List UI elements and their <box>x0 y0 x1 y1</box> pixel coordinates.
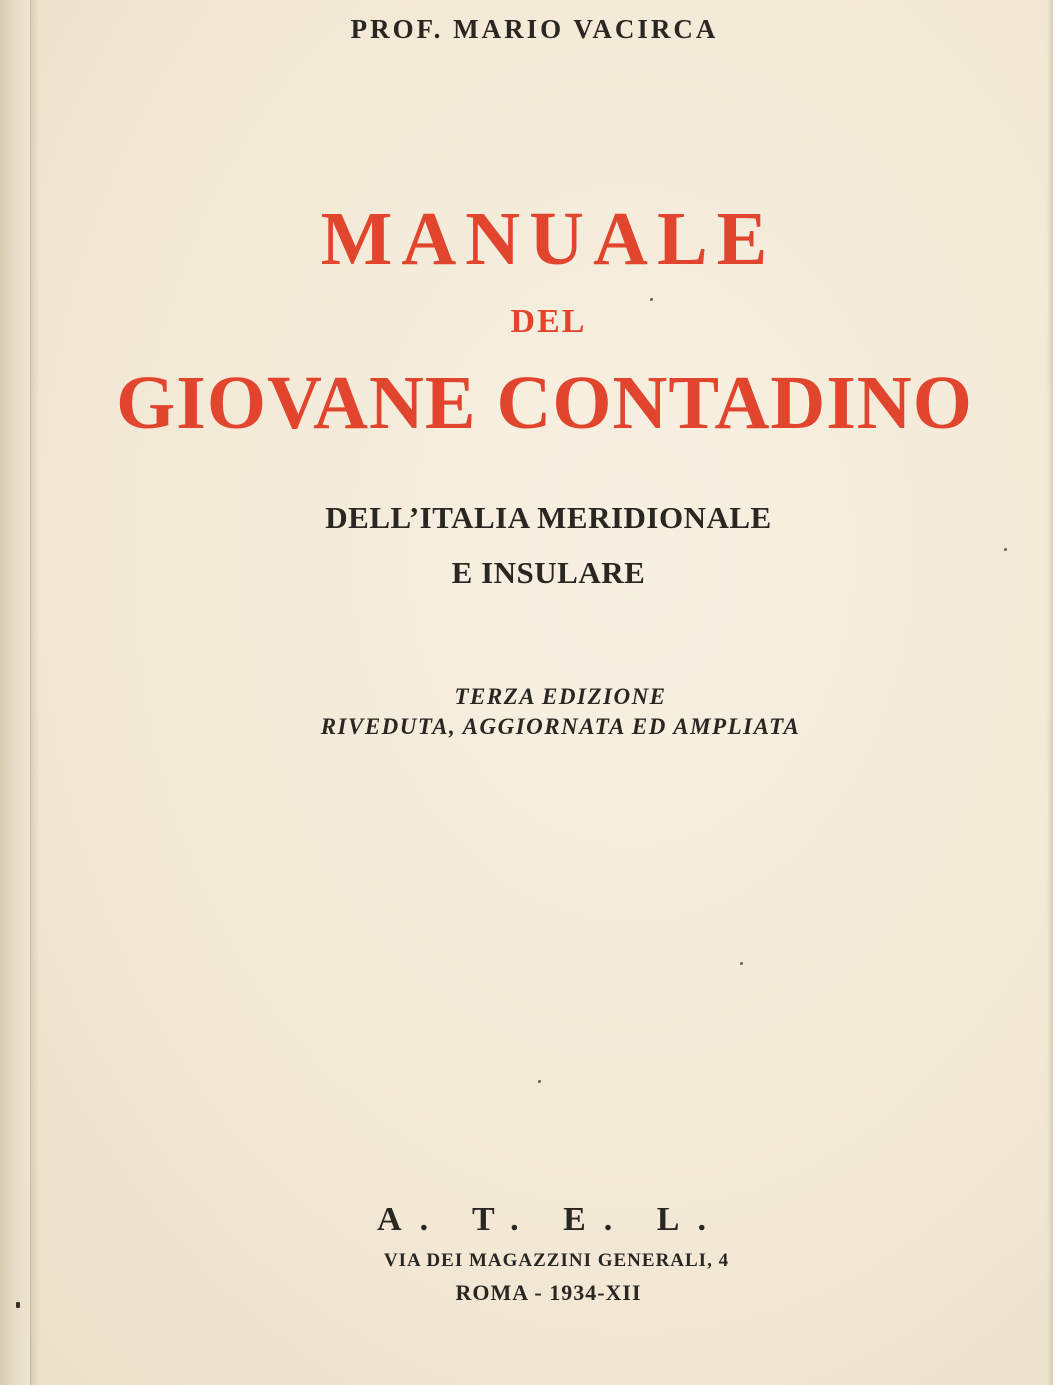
author-name: PROF. MARIO VACIRCA <box>350 14 719 44</box>
subtitle-line-1: DELL’ITALIA MERIDIONALE <box>325 500 772 535</box>
paper-speck <box>650 298 653 301</box>
publisher-name: A. T. E. L. <box>377 1201 724 1238</box>
paper-speck <box>538 1080 541 1083</box>
publisher-address: VIA DEI MAGAZZINI GENERALI, 4 <box>383 1250 730 1271</box>
title-line-3: GIOVANE CONTADINO <box>116 361 973 445</box>
paper-speck <box>1004 548 1007 551</box>
subtitle-line-2: E INSULARE <box>451 555 646 590</box>
publication-place-year: ROMA - 1934-XII <box>455 1280 642 1305</box>
paper-speck <box>740 962 743 965</box>
paper-speck <box>16 1302 20 1308</box>
edition-line-1: TERZA EDIZIONE <box>454 684 667 709</box>
edition-line-2: RIVEDUTA, AGGIORNATA ED AMPLIATA <box>320 714 801 739</box>
title-line-2: DEL <box>510 303 587 340</box>
title-line-1: MANUALE <box>320 197 777 281</box>
